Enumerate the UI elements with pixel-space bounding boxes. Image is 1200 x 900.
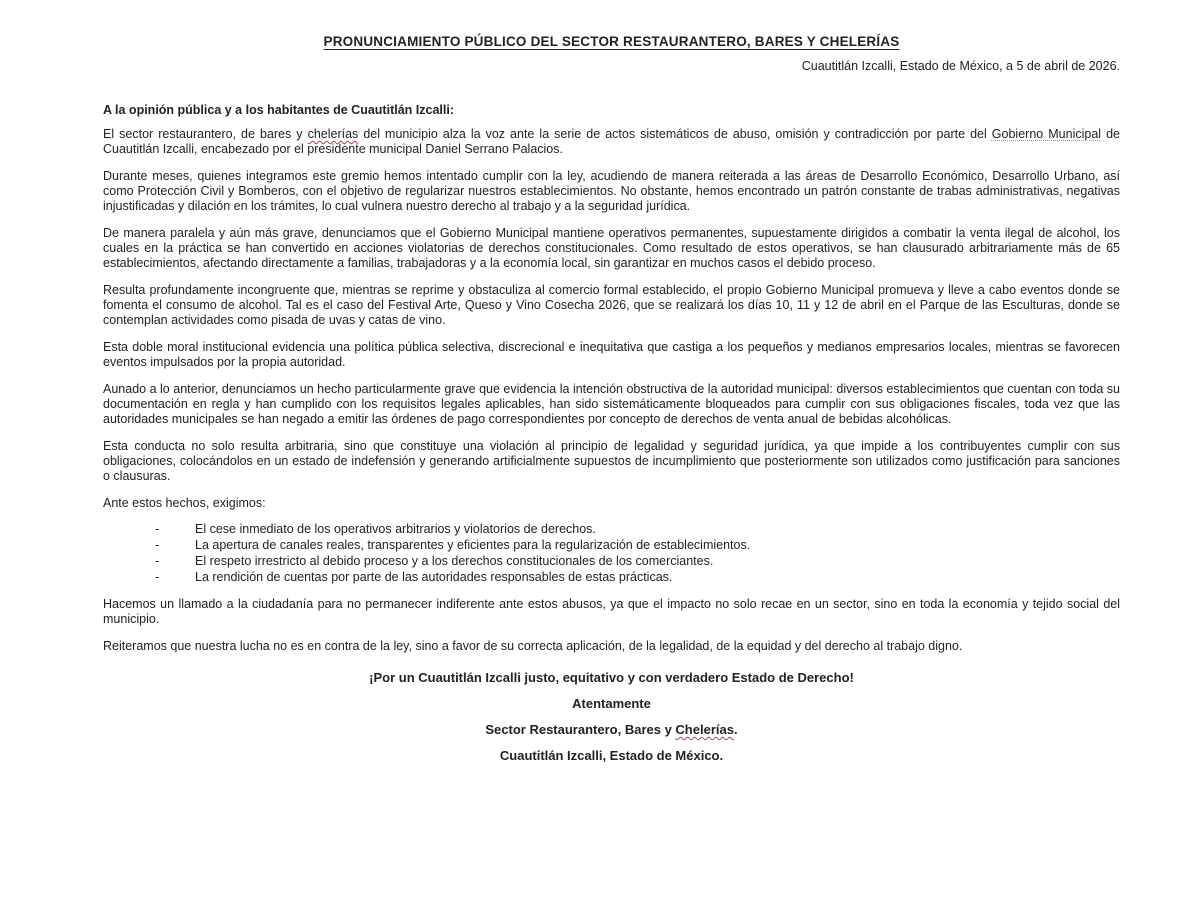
paragraph-operativos: De manera paralela y aún más grave, denunciamos que el Gobierno Municipal mantiene operativos permanentes, supuestamente dirigidos a combatir la venta ilegal de alcohol, los cuales en la práctica se han convertido en acciones violatorias de derechos constitucionales. Como resultado de estos operativos, se han clausurado arbitrariamente más de 65 establecimientos, afectando directamente a familias, trabajadoras y a la economía local, sin garantizar en muchos casos el debido proceso. [103, 226, 1120, 270]
footer-slogan: ¡Por un Cuautitlán Izcalli justo, equitativo y con verdadero Estado de Derecho! [369, 670, 854, 685]
dash-bullet: - [155, 522, 160, 536]
footer-location: Cuautitlán Izcalli, Estado de México. [499, 748, 724, 763]
demand-item-text: El cese inmediato de los operativos arbitrarios y violatorios de derechos. [195, 522, 596, 536]
paragraph-indefension: Esta conducta no solo resulta arbitraria, sino que constituye una violación al principio de legalidad y seguridad jurídica, ya que impide a los contribuyentes cumplir con sus obligaciones, colocándolos en un estado de indefensión y generando artificialmente supuestos de incumplimiento que posteriormente son utilizados como justificación para sanciones o clausuras. [103, 439, 1120, 483]
footer [103, 670, 1120, 763]
spellcheck-word-chelerias-signature: Chelerías [675, 722, 734, 737]
demand-item-text: El respeto irrestricto al debido proceso y a los derechos constitucionales de los comerciantes. [195, 554, 714, 568]
paragraph-intro-text: El sector restaurantero, de bares y [103, 127, 308, 141]
paragraph-intro-text: del municipio alza la voz ante la serie de actos sistemáticos de abuso, omisión y contradicción por parte del [358, 127, 992, 141]
paragraph-doble-moral: Esta doble moral institucional evidencia una política pública selectiva, discrecional e inequitativa que castiga a los pequeños y medianos empresarios locales, mientras se favorecen eventos impulsados por la propia autoridad. [103, 340, 1120, 369]
footer-signature-text: . [733, 722, 738, 737]
dash-bullet: - [155, 554, 160, 568]
paragraph-festival: Resulta profundamente incongruente que, mientras se reprime y obstaculiza al comercio formal establecido, el propio Gobierno Municipal promueva y lleve a cabo eventos donde se fomenta el consumo de alcohol. Tal es el caso del Festival Arte, Queso y Vino Cosecha 2026, que se realizará los días 10, 11 y 12 de abril en el Parque de las Esculturas, donde se contemplan actividades como pisada de uvas y catas de vino. [103, 283, 1120, 327]
demand-item [103, 569, 1120, 585]
demands-list [103, 521, 1120, 585]
dash-bullet: - [155, 538, 160, 552]
demand-item [103, 537, 1120, 553]
demand-item [103, 521, 1120, 537]
document-title [103, 34, 1120, 49]
paragraph-reiteramos: Reiteramos que nuestra lucha no es en contra de la ley, sino a favor de su correcta aplicación, de la legalidad, de la equidad y del derecho al trabajo digno. [103, 639, 963, 653]
dateline: Cuautitlán Izcalli, Estado de México, a 5 de abril de 2026. [801, 59, 1120, 73]
paragraph-compliance-efforts: Durante meses, quienes integramos este gremio hemos intentado cumplir con la ley, acudiendo de manera reiterada a las áreas de Desarrollo Económico, Desarrollo Urbano, así como Protección Civil y Bomberos, con el objetivo de regularizar nuestros establecimientos. No obstante, hemos encontrado un patrón constante de trabas administrativas, negativas injustificadas y dilación en los trámites, lo cual vulnera nuestro derecho al trabajo y a la seguridad jurídica. [103, 169, 1120, 213]
dash-bullet: - [155, 570, 160, 584]
paragraph-llamado-ciudadania: Hacemos un llamado a la ciudadanía para no permanecer indiferente ante estos abusos, ya que el impacto no solo recae en un sector, sino en toda la economía y tejido social del municipio. [103, 597, 1120, 626]
footer-signature-text: Sector Restaurantero, Bares y [485, 722, 676, 737]
footer-closing: Atentamente [572, 696, 651, 711]
demand-item-text: La rendición de cuentas por parte de las autoridades responsables de estas prácticas. [195, 570, 673, 584]
demands-intro: Ante estos hechos, exigimos: [103, 496, 266, 510]
paragraph-intro [103, 127, 1120, 157]
paragraph-bloqueo-fiscal: Aunado a lo anterior, denunciamos un hecho particularmente grave que evidencia la intención obstructiva de la autoridad municipal: diversos establecimientos que cuentan con toda su documentación en regla y han cumplido con los requisitos legales aplicables, han sido sistemáticamente bloqueados para cumplir con sus obligaciones fiscales, toda vez que las autoridades municipales se han negado a emitir las órdenes de pago correspondientes por concepto de derechos de venta anual de bebidas alcohólicas. [103, 382, 1120, 426]
salutation: A la opinión pública y a los habitantes de Cuautitlán Izcalli: [103, 103, 454, 117]
demand-item-text: La apertura de canales reales, transparentes y eficientes para la regularización de establecimientos. [195, 538, 751, 552]
spellcheck-word-chelerias: chelerías [307, 127, 359, 141]
grammar-flagged-phrase: Gobierno Municipal [991, 127, 1102, 141]
footer-signature [103, 722, 1120, 737]
document-title-text: PRONUNCIAMIENTO PÚBLICO DEL SECTOR RESTAURANTERO, BARES Y CHELERÍAS [323, 34, 900, 49]
paragraph-intro-text: de Cuautitlán Izcalli, encabezado por el presidente municipal Daniel Serrano Palacios. [103, 127, 1120, 156]
demand-item [103, 553, 1120, 569]
